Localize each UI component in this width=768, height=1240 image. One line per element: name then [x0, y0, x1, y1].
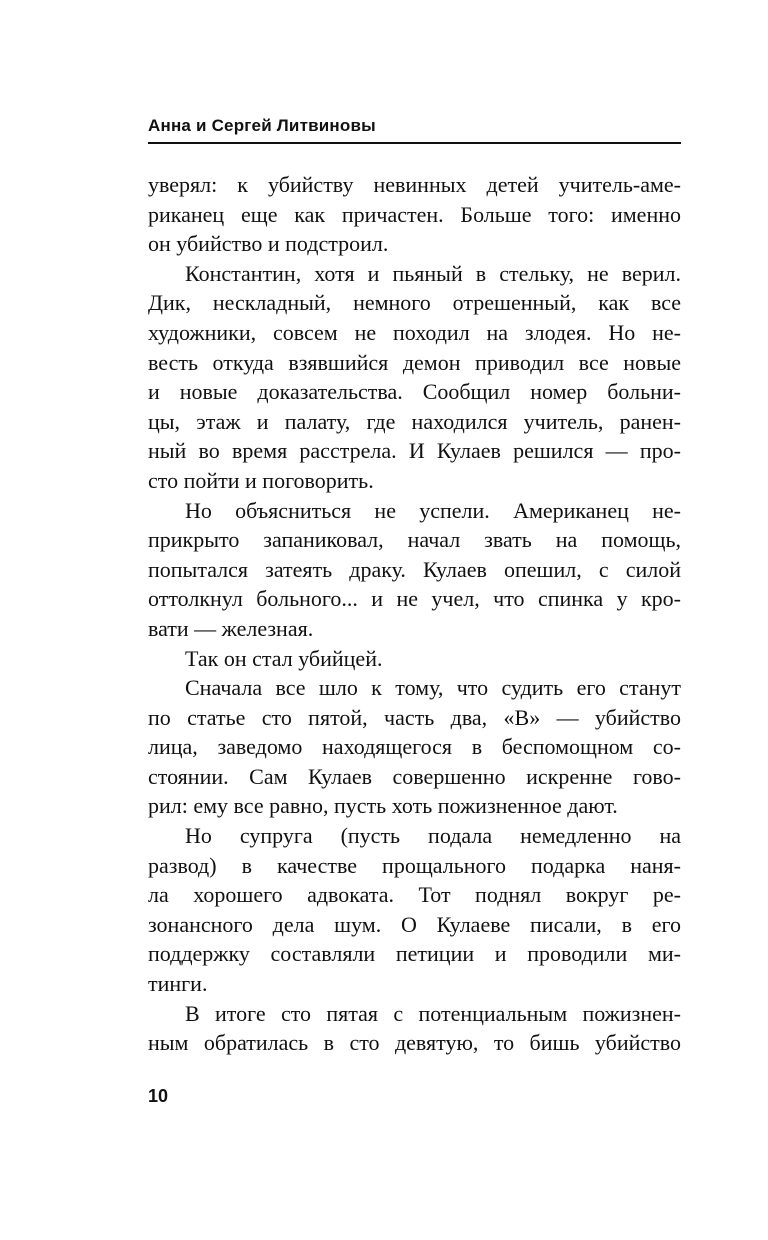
text-line: ла хорошего адвоката. Тот поднял вокруг ре- — [148, 882, 681, 908]
text-line: цы, этаж и палату, где находился учитель, ранен- — [148, 408, 681, 434]
text-line: Сначала все шло к тому, что судить его станут — [185, 675, 681, 701]
text-line: риканец еще как причастен. Больше того: именно — [148, 201, 681, 227]
running-head: Анна и Сергей Литвиновы — [148, 116, 376, 135]
page-number: 10 — [148, 1086, 169, 1106]
header-rule — [148, 142, 681, 144]
text-line: оттолкнул больного... и не учел, что спинка у кро- — [148, 586, 681, 612]
text-line: Но объясниться не успели. Американец не- — [185, 497, 681, 523]
text-line: поддержку составляли петиции и проводили ми- — [148, 941, 681, 967]
text-line: тинги. — [148, 971, 208, 997]
text-line: ный во время расстрела. И Кулаев решился — про- — [148, 438, 681, 464]
text-line: лица, заведомо находящегося в беспомощном со- — [148, 734, 681, 760]
text-line: он убийство и подстроил. — [148, 231, 389, 257]
text-line: вати — железная. — [148, 615, 314, 641]
text-line: Но супруга (пусть подала немедленно на — [185, 823, 681, 849]
text-line: попытался затеять драку. Кулаев опешил, с силой — [148, 556, 681, 582]
text-line: В итоге сто пятая с потенциальным пожизнен- — [185, 1000, 681, 1026]
text-line: по статье сто пятой, часть два, «В» — убийство — [148, 704, 681, 730]
text-line: зонансного дела шум. О Кулаеве писали, в его — [148, 911, 681, 937]
text-line: уверял: к убийству невинных детей учитель-аме- — [148, 172, 681, 197]
text-line: Константин, хотя и пьяный в стельку, не верил. — [185, 260, 681, 286]
text-line: ным обратилась в сто девятую, то бишь убийство — [148, 1030, 681, 1056]
text-line: сто пойти и поговорить. — [148, 467, 374, 493]
text-line: рил: ему все равно, пусть хоть пожизненное дают. — [148, 793, 618, 819]
text-line: Дик, нескладный, немного отрешенный, как все — [148, 290, 681, 316]
text-line: развод) в качестве прощального подарка наня- — [148, 852, 681, 878]
text-line: весть откуда взявшийся демон приводил все новые — [148, 349, 681, 375]
text-line: стоянии. Сам Кулаев совершенно искренне гово- — [148, 763, 681, 789]
body-text — [148, 170, 681, 1058]
text-line: и новые доказательства. Сообщил номер больни- — [148, 379, 681, 405]
text-line: художники, совсем не походил на злодея. Но не- — [148, 319, 681, 345]
text-line: Так он стал убийцей. — [185, 645, 383, 671]
text-line: прикрыто запаниковал, начал звать на помощь, — [148, 527, 681, 553]
